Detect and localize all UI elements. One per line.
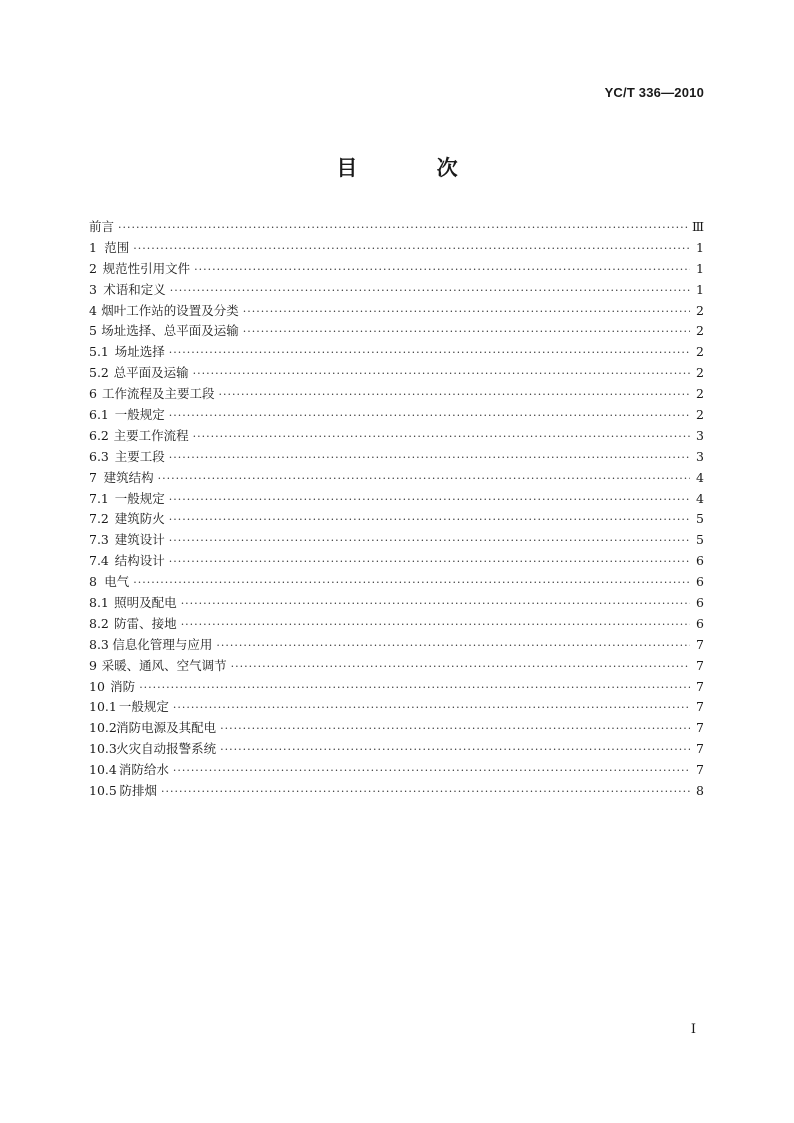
toc-entry-page: 7	[696, 741, 704, 757]
toc-leader-dots	[194, 263, 690, 276]
toc-entry-number: 7.3	[89, 532, 109, 548]
toc-entry[interactable]	[89, 614, 704, 635]
toc-entry[interactable]	[89, 781, 704, 802]
toc-entry-title: 场址选择、总平面及运输	[101, 323, 239, 339]
toc-entry-number: 6	[89, 386, 97, 402]
toc-entry-title: 建筑结构	[103, 469, 154, 485]
toc-entry-title: 消防电源及其配电	[116, 720, 217, 736]
toc-entry[interactable]	[89, 426, 704, 447]
toc-entry[interactable]	[89, 280, 704, 301]
toc-leader-dots	[173, 701, 690, 714]
toc-entry-page: 3	[696, 448, 704, 464]
toc-entry-number: 8	[89, 574, 97, 590]
toc-leader-dots	[193, 430, 690, 443]
toc-entry-title: 前言	[89, 219, 115, 234]
toc-leader-dots	[133, 576, 690, 589]
toc-entry-title: 主要工作流程	[113, 427, 189, 443]
toc-leader-dots	[216, 639, 690, 652]
toc-entry-page: 7	[696, 657, 704, 673]
toc-entry[interactable]	[89, 656, 704, 677]
toc-entry-number: 10.2	[89, 720, 117, 736]
toc-entry-title: 电气	[104, 574, 130, 590]
toc-entry-number: 10.5	[89, 783, 117, 799]
toc-leader-dots	[220, 722, 690, 735]
toc-entry[interactable]	[89, 405, 704, 426]
toc-leader-dots	[218, 388, 690, 401]
toc-leader-dots	[243, 305, 690, 318]
toc-leader-dots	[170, 284, 690, 297]
toc-entry-number: 10.3	[89, 741, 117, 757]
toc-entry-number: 3	[89, 281, 97, 297]
toc-entry-title: 照明及配电	[114, 595, 177, 611]
toc-entry-page: 7	[696, 636, 704, 652]
toc-leader-dots	[169, 534, 690, 547]
toc-entry-page: 2	[696, 407, 704, 423]
toc-entry-title: 建筑设计	[114, 532, 165, 548]
toc-entry-page: 7	[696, 762, 704, 778]
toc-entry-title: 防排烟	[119, 783, 158, 799]
toc-leader-dots	[169, 513, 690, 526]
toc-entry-title: 主要工段	[114, 448, 165, 464]
toc-entry[interactable]	[89, 509, 704, 530]
toc-entry-title: 总平面及运输	[113, 365, 189, 381]
toc-entry[interactable]	[89, 468, 704, 489]
toc-entry-title: 范围	[104, 239, 130, 255]
toc-entry-title: 术语和定义	[103, 281, 166, 297]
toc-entry-page: 3	[696, 427, 704, 443]
toc-leader-dots	[193, 367, 690, 380]
toc-leader-dots	[158, 472, 690, 485]
toc-entry[interactable]	[89, 489, 704, 510]
toc-leader-dots	[161, 785, 690, 798]
toc-entry[interactable]	[89, 530, 704, 551]
toc-entry-title: 场址选择	[114, 344, 165, 360]
toc-entry-page: 2	[696, 344, 704, 360]
toc-entry[interactable]	[89, 635, 704, 656]
toc-entry-number: 9	[89, 657, 97, 673]
toc-entry-number: 5.1	[89, 344, 109, 360]
toc-leader-dots	[139, 681, 690, 694]
toc-entry-page: 5	[696, 511, 704, 527]
toc-leader-dots	[133, 242, 690, 255]
toc-entry-number: 5.2	[89, 365, 109, 381]
toc-entry-number: 10.1	[89, 699, 117, 715]
toc-entry-title: 消防给水	[118, 762, 169, 778]
toc-entry-page: 2	[696, 386, 704, 402]
toc-entry-title: 消防	[110, 678, 136, 694]
toc-entry[interactable]	[89, 760, 704, 781]
toc-entry[interactable]	[89, 551, 704, 572]
toc-entry-title: 一般规定	[118, 699, 169, 715]
toc-entry-page: 1	[696, 281, 704, 297]
toc-entry-number: 8.1	[89, 595, 109, 611]
toc-entry[interactable]	[89, 739, 704, 760]
toc-entry-title: 信息化管理与应用	[112, 636, 213, 652]
toc-leader-dots	[169, 451, 690, 464]
toc-entry-page: 7	[696, 699, 704, 715]
toc-leader-dots	[243, 325, 690, 338]
toc-entry[interactable]	[89, 593, 704, 614]
toc-entry-number: 10	[89, 678, 105, 694]
toc-entry-number: 2	[89, 260, 97, 276]
toc-entry-title: 一般规定	[114, 407, 165, 423]
toc-entry-title: 火灾自动报警系统	[116, 741, 217, 757]
toc-entry-title: 工作流程及主要工段	[101, 386, 215, 402]
toc-entry-number: 7	[89, 469, 97, 485]
toc-entry[interactable]	[89, 238, 704, 259]
toc-entry-page: 1	[696, 239, 704, 255]
toc-entry-number: 7.2	[89, 511, 109, 527]
toc-entry-page: 2	[696, 365, 704, 381]
toc-entry-title: 建筑防火	[114, 511, 165, 527]
toc-entry[interactable]	[89, 677, 704, 698]
toc-entry-number: 1	[89, 239, 97, 255]
toc-entry[interactable]	[89, 217, 704, 238]
toc-entry[interactable]	[89, 342, 704, 363]
toc-entry-page: 6	[696, 615, 704, 631]
toc-entry-page: 1	[696, 260, 704, 276]
toc-entry-page: 7	[696, 720, 704, 736]
toc-entry-page: 4	[696, 469, 704, 485]
toc-leader-dots	[181, 597, 690, 610]
toc-entry[interactable]	[89, 447, 704, 468]
toc-entry[interactable]	[89, 259, 704, 280]
toc-entry-title: 采暖、通风、空气调节	[101, 657, 227, 673]
toc-leader-dots	[169, 346, 690, 359]
toc-entry-number: 6.2	[89, 427, 109, 443]
toc-leader-dots	[231, 660, 690, 673]
toc-entry-number: 4	[89, 302, 97, 318]
table-of-contents	[89, 217, 704, 802]
toc-entry-page: Ⅲ	[691, 219, 704, 234]
toc-leader-dots	[169, 409, 690, 422]
toc-entry-title: 一般规定	[114, 490, 165, 506]
toc-entry-number: 8.3	[89, 636, 109, 652]
toc-entry-number: 5	[89, 323, 97, 339]
page-number: I	[690, 1022, 696, 1037]
toc-leader-dots	[181, 618, 690, 631]
toc-entry-number: 6.3	[89, 448, 109, 464]
toc-entry[interactable]	[89, 363, 704, 384]
toc-entry[interactable]	[89, 321, 704, 342]
toc-leader-dots	[118, 221, 688, 234]
toc-entry-number: 7.1	[89, 490, 109, 506]
toc-leader-dots	[169, 493, 690, 506]
toc-entry-title: 结构设计	[114, 553, 165, 569]
toc-entry-page: 6	[696, 553, 704, 569]
toc-entry-page: 5	[696, 532, 704, 548]
toc-entry[interactable]	[89, 384, 704, 405]
toc-leader-dots	[169, 555, 690, 568]
toc-entry-title: 规范性引用文件	[102, 260, 191, 276]
toc-leader-dots	[220, 743, 690, 756]
toc-entry-title: 防雷、接地	[114, 615, 177, 631]
toc-entry[interactable]	[89, 718, 704, 739]
page-title: 目 次	[336, 156, 494, 180]
toc-entry[interactable]	[89, 572, 704, 593]
toc-entry[interactable]	[89, 697, 704, 718]
standard-code: YC/T 336—2010	[604, 85, 704, 100]
toc-entry-number: 8.2	[89, 615, 109, 631]
toc-entry-page: 2	[696, 323, 704, 339]
toc-entry-title: 烟叶工作站的设置及分类	[101, 302, 239, 318]
toc-entry-number: 7.4	[89, 553, 109, 569]
toc-entry-page: 7	[696, 678, 704, 694]
toc-entry-page: 2	[696, 302, 704, 318]
toc-entry-number: 10.4	[89, 762, 117, 778]
toc-entry-page: 6	[696, 595, 704, 611]
toc-entry-page: 4	[696, 490, 704, 506]
toc-leader-dots	[173, 764, 690, 777]
toc-entry-number: 6.1	[89, 407, 109, 423]
toc-entry[interactable]	[89, 301, 704, 322]
toc-entry-page: 6	[696, 574, 704, 590]
toc-entry-page: 8	[696, 783, 704, 799]
